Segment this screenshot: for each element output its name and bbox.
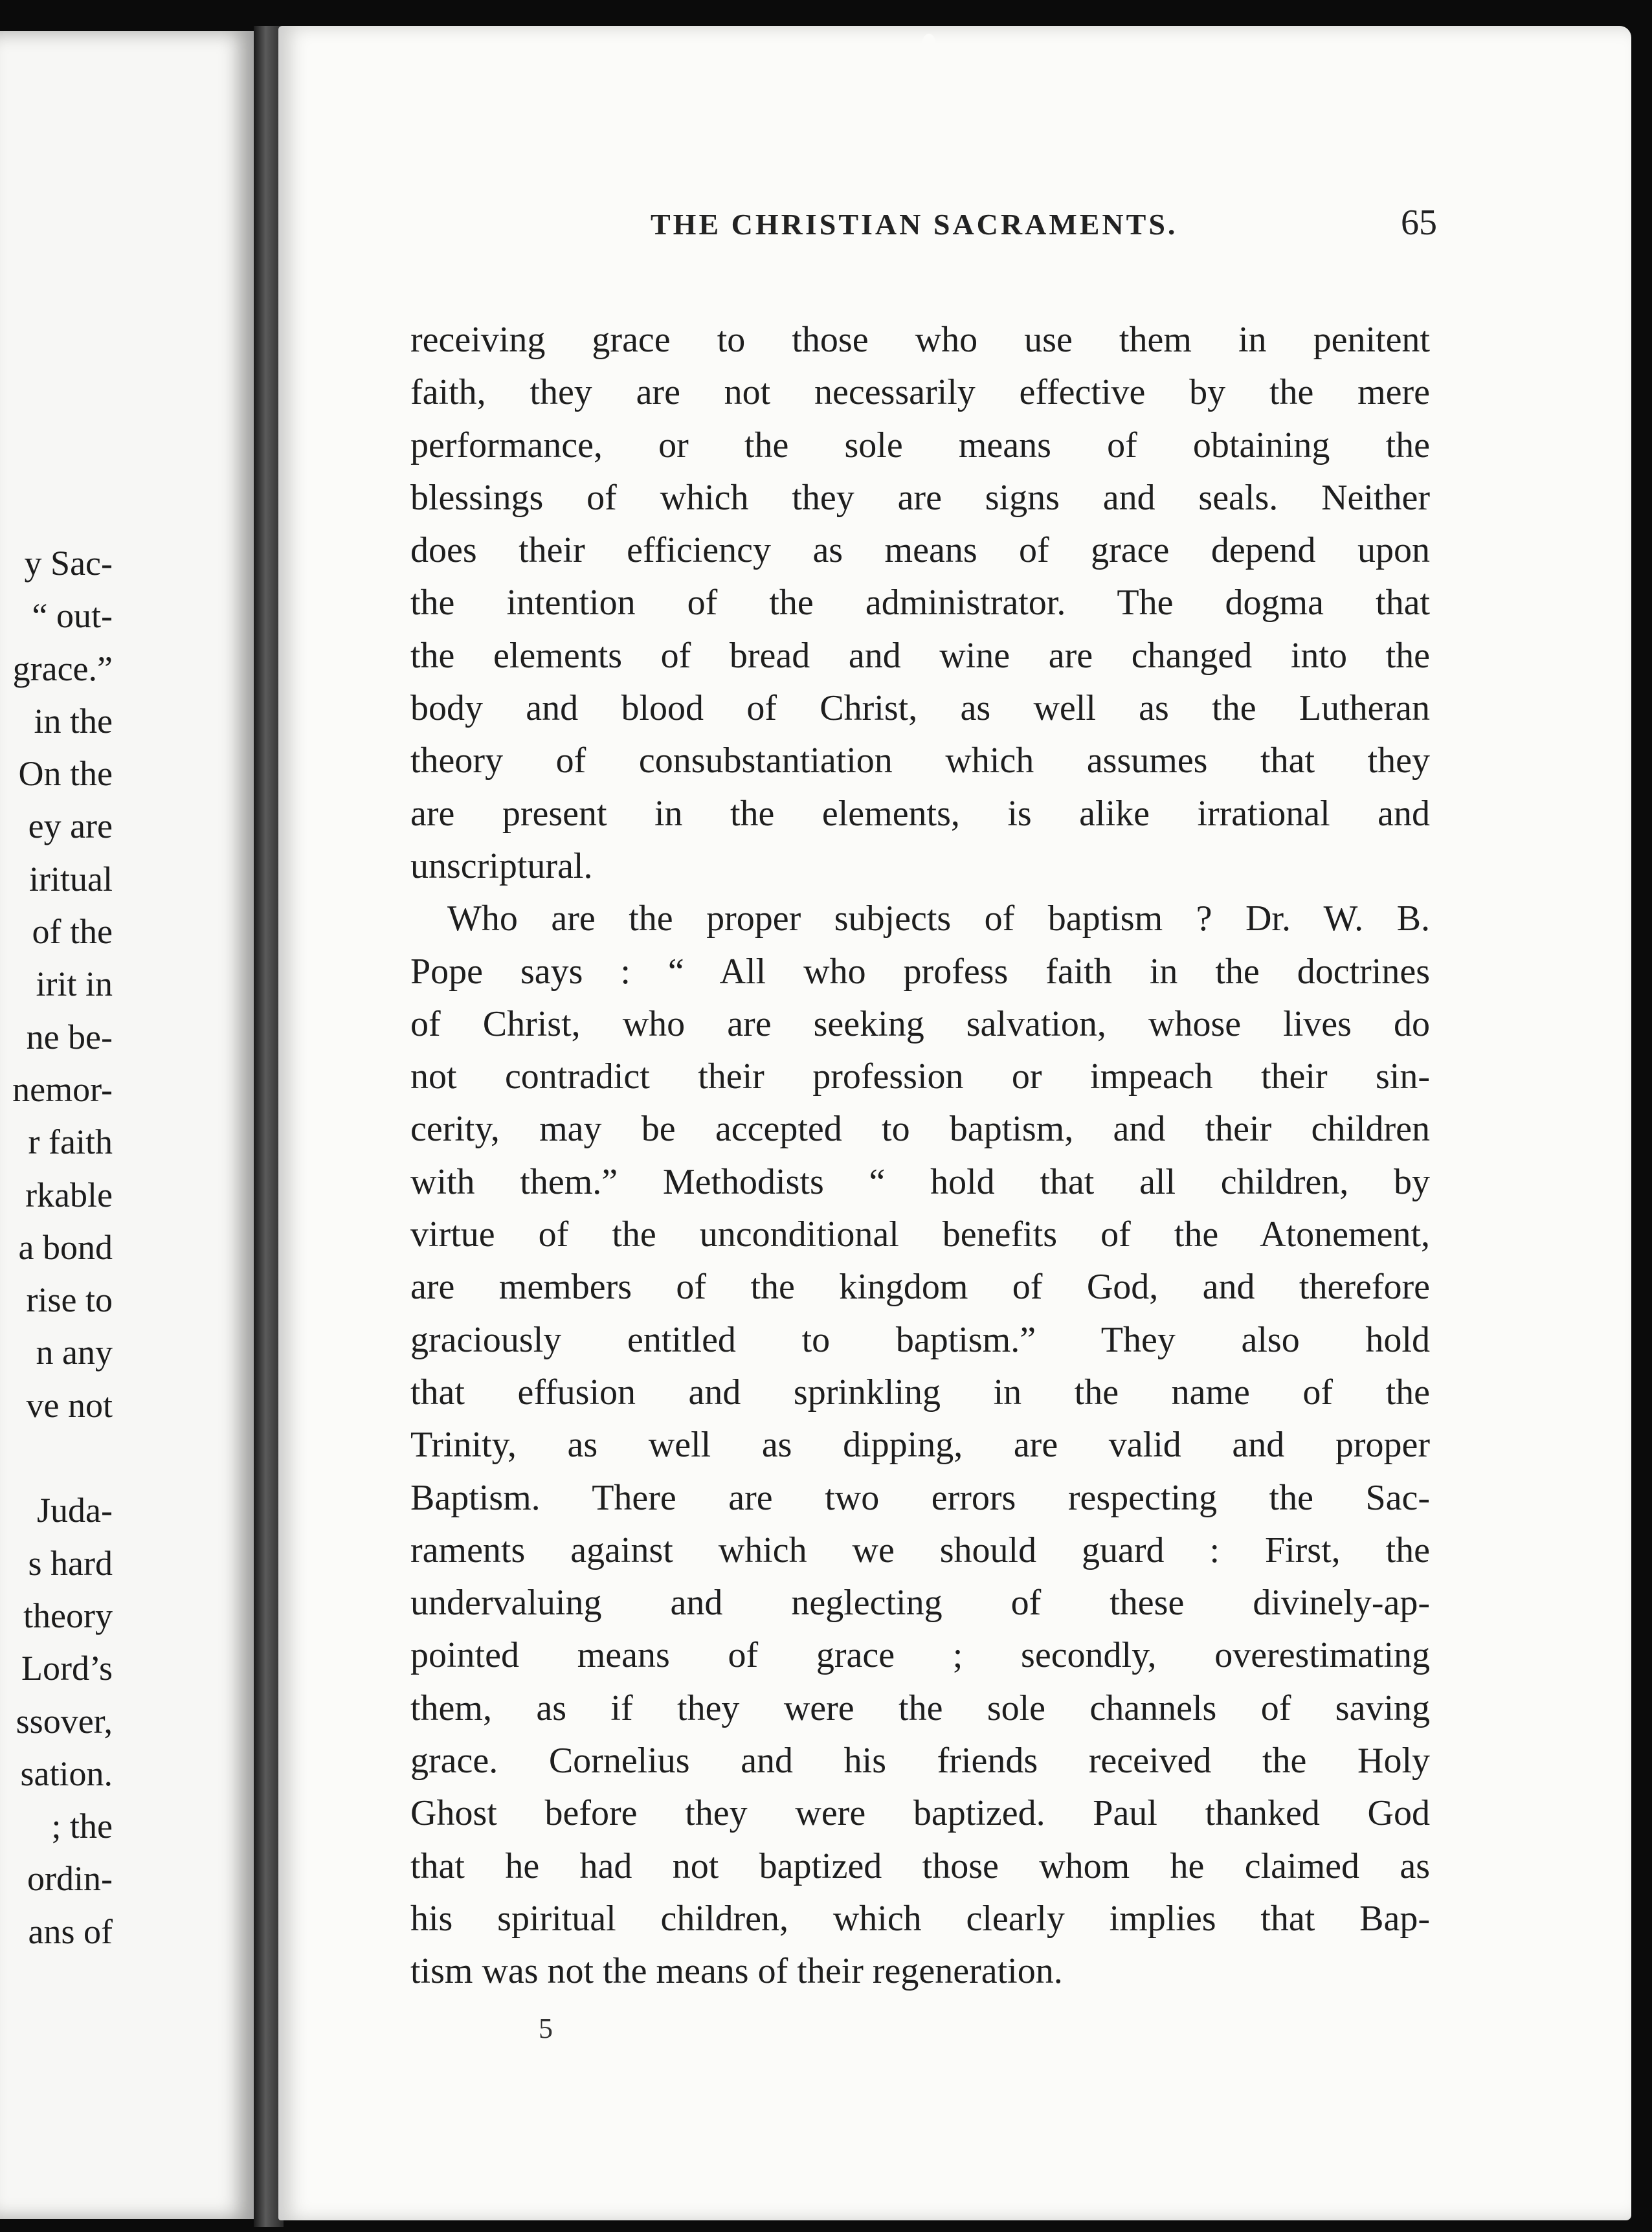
text-line: the elements of bread and wine are changed into the <box>410 635 1430 676</box>
left-page-line: ans of <box>28 1912 113 1951</box>
left-page-line: ne be- <box>26 1017 113 1056</box>
left-page-line: theory <box>23 1596 113 1635</box>
left-page-line: n any <box>36 1333 113 1372</box>
text-line: body and blood of Christ, as well as the Lutheran <box>410 688 1430 729</box>
running-head-title: THE CHRISTIAN SACRAMENTS. <box>651 208 1178 241</box>
text-line: does their efficiency as means of grace depend upon <box>410 530 1430 571</box>
text-line: that he had not baptized those whom he claimed as <box>410 1846 1430 1886</box>
text-line: Ghost before they were baptized. Paul thanked God <box>410 1793 1430 1834</box>
text-line: pointed means of grace ; secondly, overestimating <box>410 1635 1430 1676</box>
left-page-line: On the <box>18 754 113 794</box>
body-text <box>410 314 1430 1998</box>
page-notch <box>922 34 936 57</box>
left-page-line: irit in <box>36 965 113 1004</box>
text-line: of Christ, who are seeking salvation, whose lives do <box>410 1003 1430 1044</box>
text-line: Trinity, as well as dipping, are valid and proper <box>410 1425 1430 1466</box>
left-page-line: ssover, <box>16 1701 113 1741</box>
text-line: cerity, may be accepted to baptism, and their children <box>410 1109 1430 1150</box>
text-line: tism was not the means of their regeneration. <box>410 1951 1063 1992</box>
text-line: blessings of which they are signs and seals. Neither <box>410 477 1430 518</box>
left-page-line <box>0 1432 254 1484</box>
left-page-line: grace.” <box>12 649 113 688</box>
text-line: virtue of the unconditional benefits of the Atonement, <box>410 1214 1430 1255</box>
left-page-line: a bond <box>18 1227 113 1267</box>
text-line: Baptism. There are two errors respecting the Sac- <box>410 1477 1430 1518</box>
text-line: graciously entitled to baptism.” They also hold <box>410 1319 1430 1360</box>
text-line: are members of the kingdom of God, and therefore <box>410 1267 1430 1308</box>
left-page-line: ey are <box>28 807 113 846</box>
text-line: undervaluing and neglecting of these divinely-ap- <box>410 1583 1430 1624</box>
text-line: his spiritual children, which clearly implies that Bap- <box>410 1898 1430 1939</box>
left-page-line: ordin- <box>27 1859 113 1899</box>
signature-mark: 5 <box>539 2013 553 2044</box>
text-line: unscriptural. <box>410 845 593 886</box>
text-line: grace. Cornelius and his friends received the Holy <box>410 1741 1430 1781</box>
running-head <box>369 203 1437 259</box>
left-page-line: r faith <box>28 1122 113 1162</box>
left-page-line: rkable <box>25 1175 113 1214</box>
left-page-line: Lord’s <box>21 1649 113 1688</box>
text-line: Who are the proper subjects of baptism ? Dr. W. B. <box>447 898 1430 939</box>
text-line: performance, or the sole means of obtaining the <box>410 425 1430 465</box>
left-page-line: in the <box>34 701 113 741</box>
text-line: with them.” Methodists “ hold that all children, by <box>410 1161 1430 1202</box>
page-number: 65 <box>1401 203 1437 243</box>
text-line: raments against which we should guard : First, the <box>410 1530 1430 1570</box>
left-page-line: iritual <box>29 859 113 898</box>
text-line: that effusion and sprinkling in the name of the <box>410 1372 1430 1412</box>
left-facing-page <box>0 31 254 2219</box>
left-page-line: ; the <box>51 1807 113 1846</box>
left-page-line: ve not <box>26 1385 113 1425</box>
left-page-line: rise to <box>26 1280 113 1320</box>
left-page-line: “ out- <box>32 596 113 636</box>
left-page-line: y Sac- <box>24 544 113 583</box>
text-line: receiving grace to those who use them in penitent <box>410 320 1430 360</box>
left-page-line: nemor- <box>12 1069 113 1109</box>
left-page-text <box>0 537 254 1958</box>
text-line: theory of consubstantiation which assumes that they <box>410 741 1430 781</box>
left-page-line: s hard <box>28 1543 113 1583</box>
text-line: not contradict their profession or impeach their sin- <box>410 1056 1430 1097</box>
left-page-line: of the <box>32 912 113 952</box>
left-page-line: sation. <box>20 1754 113 1793</box>
left-page-line: Juda- <box>37 1491 113 1530</box>
text-line: the intention of the administrator. The dogma that <box>410 583 1430 623</box>
text-line: faith, they are not necessarily effective by the mere <box>410 372 1430 413</box>
text-line: Pope says : “ All who profess faith in the doctrines <box>410 951 1430 992</box>
text-line: are present in the elements, is alike irrational and <box>410 793 1430 834</box>
text-line: them, as if they were the sole channels of saving <box>410 1688 1430 1728</box>
